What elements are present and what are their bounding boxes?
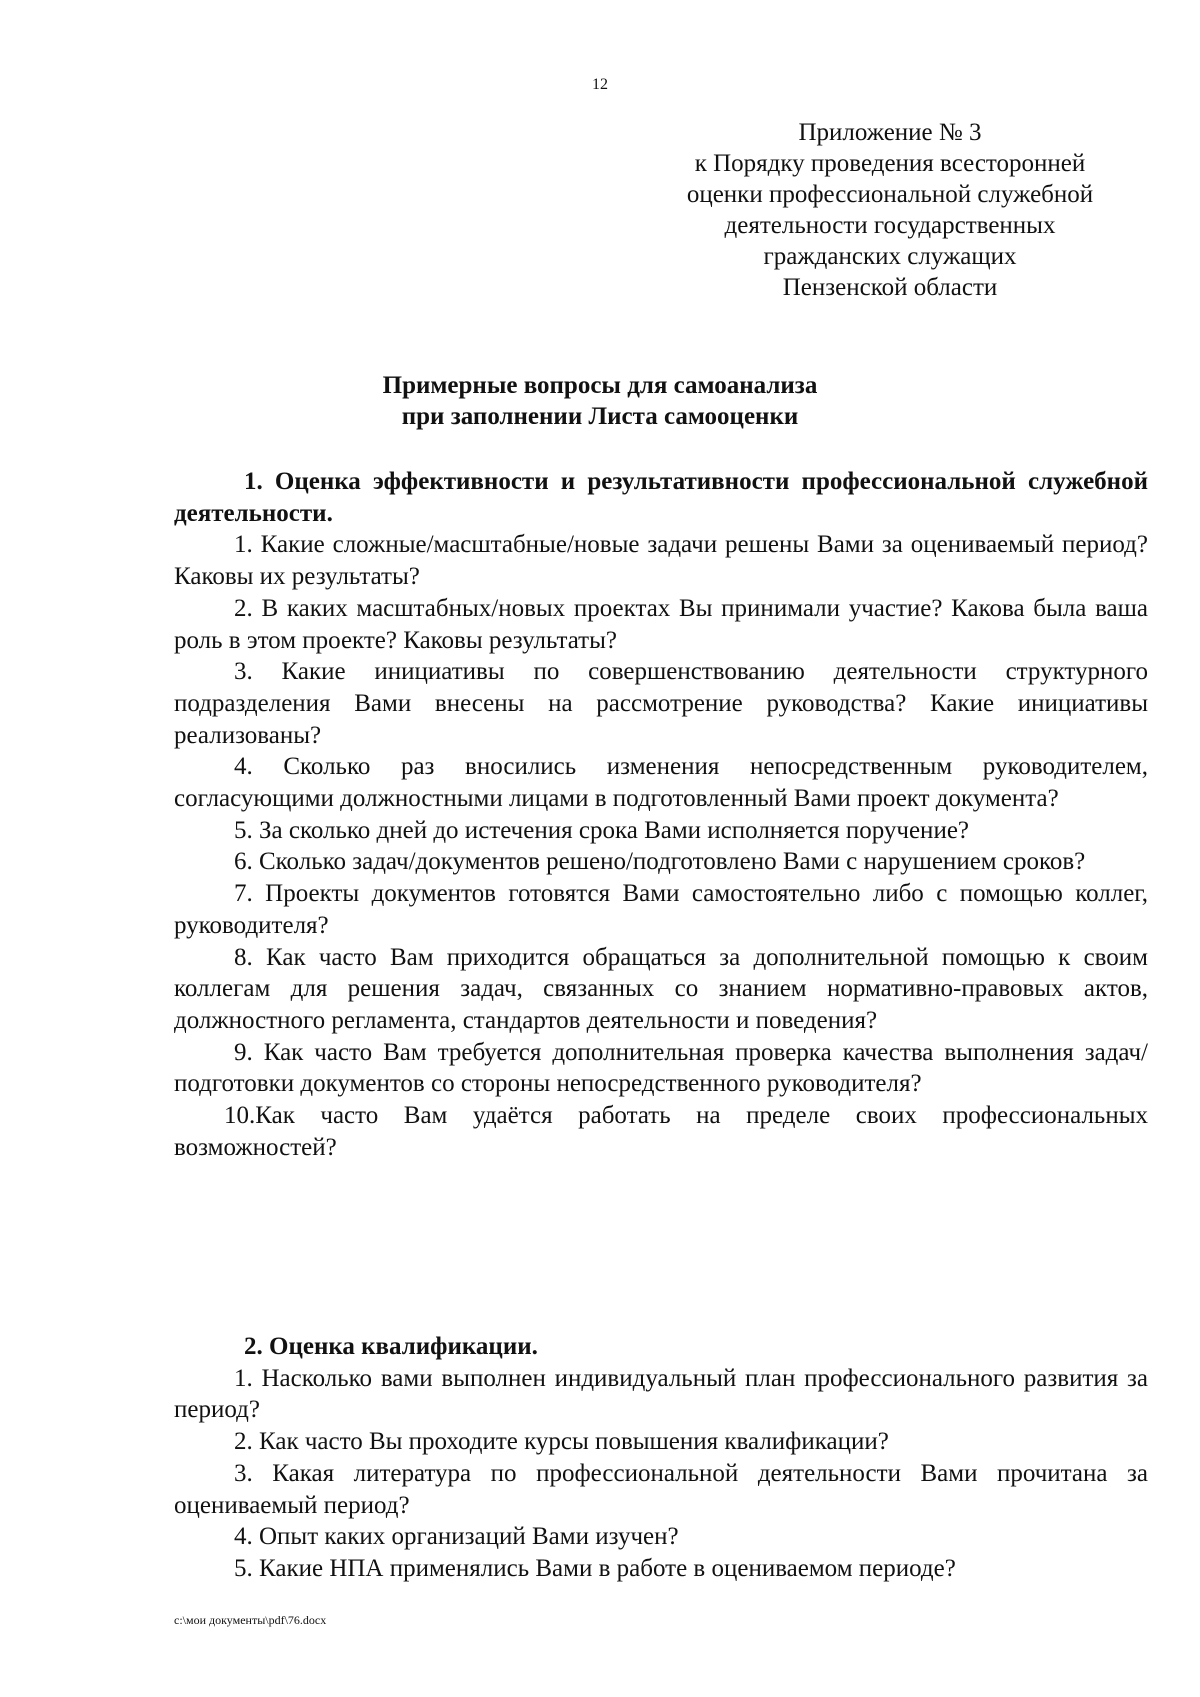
question-item: 2. В каких масштабных/новых проектах Вы принимали участие? Какова была ваша роль в этом проекте? Каковы результаты? bbox=[174, 594, 1148, 654]
question-item: 3. Какая литература по профессиональной деятельности Вами прочитана за оцениваемый период? bbox=[174, 1459, 1148, 1519]
question-item: 10.Как часто Вам удаётся работать на пределе своих профессиональных возможностей? bbox=[174, 1102, 1148, 1161]
appendix-line: оценки профессиональной служебной bbox=[686, 181, 1094, 208]
section-heading: 2. Оценка квалификации. bbox=[244, 1333, 538, 1360]
section-efficiency bbox=[174, 466, 1148, 1163]
title-line-2: при заполнении Листа самооценки bbox=[401, 403, 799, 430]
question-item: 4. Опыт каких организаций Вами изучен? bbox=[234, 1523, 679, 1551]
appendix-line: Пензенской области bbox=[782, 274, 998, 301]
page-number: 12 bbox=[592, 76, 608, 93]
question-item: 2. Как часто Вы проходите курсы повышения квалификации? bbox=[234, 1428, 889, 1456]
question-item: 7. Проекты документов готовятся Вами самостоятельно либо с помощью коллег, руководителя? bbox=[174, 880, 1148, 939]
question-item: 5. За сколько дней до истечения срока Вами исполняется поручение? bbox=[234, 816, 970, 844]
question-item: 8. Как часто Вам приходится обращаться за дополнительной помощью к своим коллегам для решения задач, связанных со знанием нормативно-правовых актов, должностного регламента, стандартов деятельности и поведения? bbox=[174, 943, 1148, 1034]
appendix-line: деятельности государственных bbox=[724, 212, 1056, 239]
question-item: 9. Как часто Вам требуется дополнительная проверка качества выполнения задач/подготовки документов со стороны непосредственного руководителя? bbox=[174, 1038, 1148, 1098]
appendix-line: к Порядку проведения всесторонней bbox=[694, 150, 1086, 177]
document-title bbox=[0, 370, 1200, 432]
question-item: 3. Какие инициативы по совершенствованию деятельности структурного подразделения Вами внесены на рассмотрение руководства? Какие инициативы реализованы? bbox=[174, 658, 1148, 749]
file-path-footer: c:\мои документы\pdf\76.docx bbox=[174, 1613, 327, 1627]
appendix-line: Приложение № 3 bbox=[798, 119, 982, 146]
appendix-line: гражданских служащих bbox=[763, 243, 1017, 270]
question-item: 6. Сколько задач/документов решено/подготовлено Вами с нарушением сроков? bbox=[234, 848, 1086, 876]
section-qualification bbox=[174, 1331, 1148, 1585]
question-item: 1. Какие сложные/масштабные/новые задачи решены Вами за оцениваемый период? Каковы их результаты? bbox=[174, 531, 1148, 591]
appendix-header bbox=[640, 117, 1140, 303]
section-heading: 1. Оценка эффективности и результативности профессиональной служебной деятельности. bbox=[174, 468, 1148, 527]
question-item: 1. Насколько вами выполнен индивидуальный план профессионального развития за период? bbox=[174, 1364, 1148, 1424]
title-line-1: Примерные вопросы для самоанализа bbox=[382, 372, 818, 399]
question-item: 4. Сколько раз вносились изменения непосредственным руководителем, согласующими должностными лицами в подготовленный Вами проект документа? bbox=[174, 753, 1148, 813]
question-item: 5. Какие НПА применялись Вами в работе в оцениваемом периоде? bbox=[234, 1554, 956, 1582]
